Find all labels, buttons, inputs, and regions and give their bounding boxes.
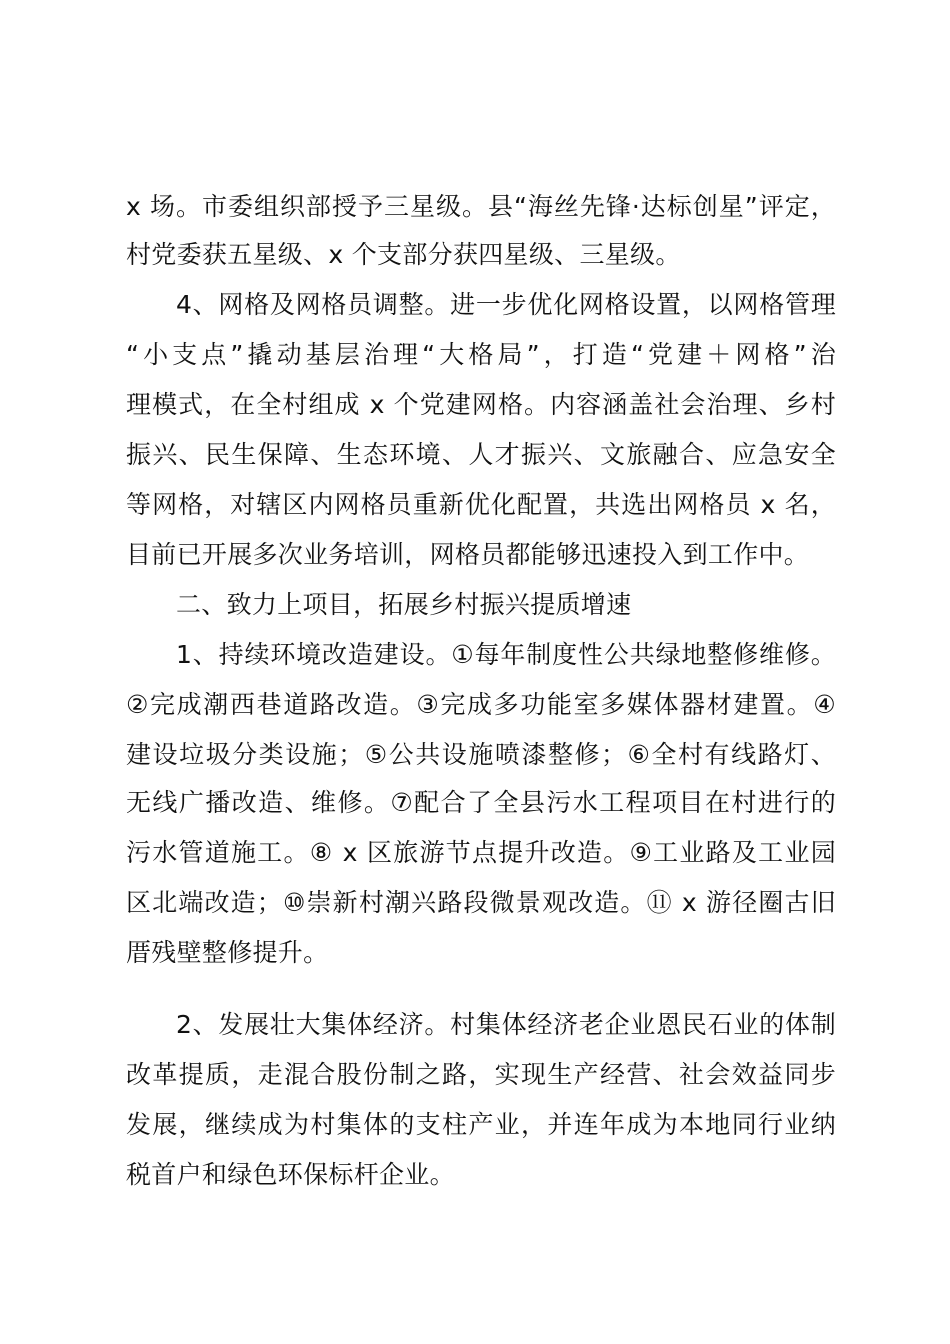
text-line: 目前已开展多次业务培训，网格员都能够迅速投入到工作中。 <box>126 540 810 569</box>
text-line: 1、持续环境改造建设。①每年制度性公共绿地整修维修。 <box>176 640 836 669</box>
text-line: 厝残壁整修提升。 <box>126 938 329 967</box>
text-line: 村党委获五星级、x 个支部分获四星级、三星级。 <box>126 240 681 269</box>
text-line: 2、发展壮大集体经济。村集体经济老企业恩民石业的体制 <box>176 1010 836 1039</box>
text-line: 改革提质，走混合股份制之路，实现生产经营、社会效益同步 <box>126 1060 836 1089</box>
text-line: 振兴、民生保障、生态环境、人才振兴、文旅融合、应急安全 <box>126 440 836 469</box>
text-line: 4、网格及网格员调整。进一步优化网格设置，以网格管理 <box>176 290 836 319</box>
text-line: 发展，继续成为村集体的支柱产业，并连年成为本地同行业纳 <box>126 1110 836 1139</box>
text-line: 区北端改造；⑩崇新村潮兴路段微景观改造。⑪ x 游径圈古旧 <box>126 888 836 917</box>
text-line: 污水管道施工。⑧ x 区旅游节点提升改造。⑨工业路及工业园 <box>126 838 836 867</box>
text-line: 建设垃圾分类设施；⑤公共设施喷漆整修；⑥全村有线路灯、 <box>126 740 836 769</box>
text-line: x 场。市委组织部授予三星级。县“海丝先锋·达标创星”评定， <box>126 192 836 221</box>
section-heading: 二、致力上项目，拓展乡村振兴提质增速 <box>176 590 632 619</box>
text-line: 等网格，对辖区内网格员重新优化配置，共选出网格员 x 名， <box>126 490 836 519</box>
text-line: 无线广播改造、维修。⑦配合了全县污水工程项目在村进行的 <box>126 788 836 817</box>
text-line: ②完成潮西巷道路改造。③完成多功能室多媒体器材建置。④ <box>126 690 836 719</box>
text-line: 税首户和绿色环保标杆企业。 <box>126 1160 455 1189</box>
text-line: 理模式，在全村组成 x 个党建网格。内容涵盖社会治理、乡村 <box>126 390 836 419</box>
text-line: “小支点”撬动基层治理“大格局”，打造“党建＋网格”治 <box>126 340 836 369</box>
